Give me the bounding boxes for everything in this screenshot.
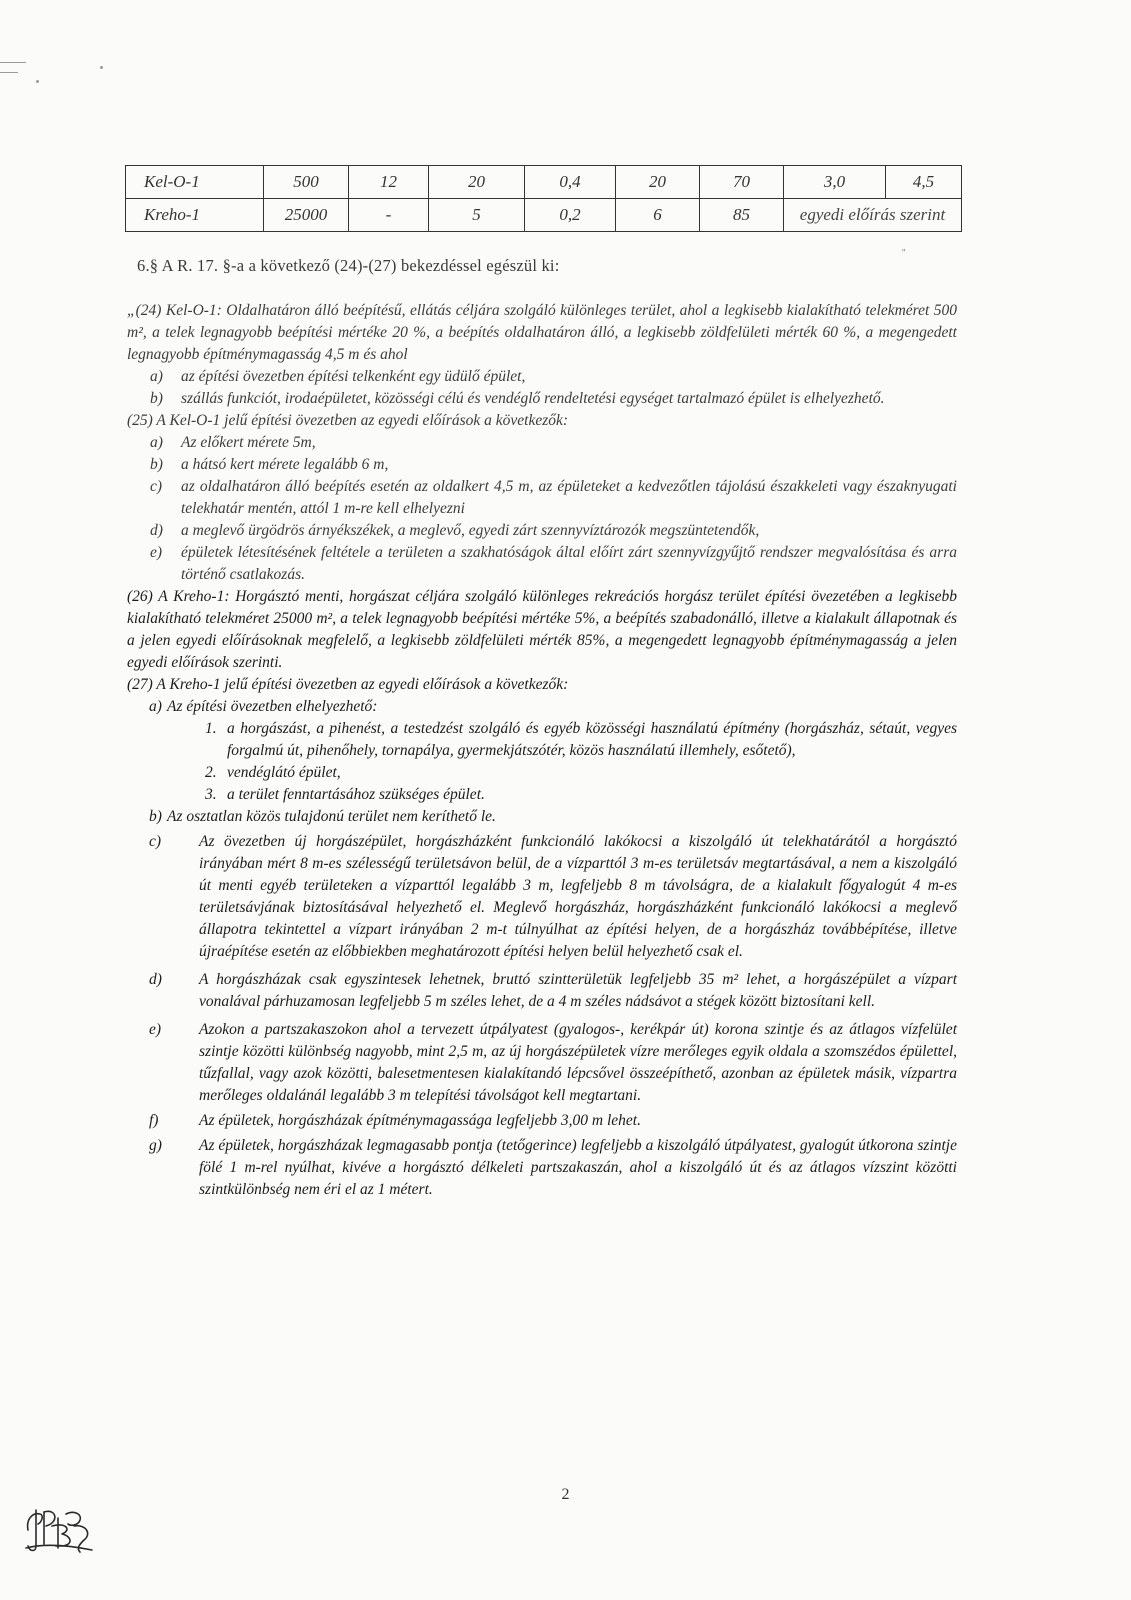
list-text: vendéglátó épület, — [227, 764, 341, 781]
list-item — [127, 831, 957, 963]
list-item — [127, 476, 957, 520]
page-number: 2 — [561, 1486, 570, 1503]
list-item — [127, 969, 957, 1013]
table-cell: 4,5 — [886, 166, 962, 199]
document-body — [127, 300, 957, 1201]
list-text: az oldalhatáron álló beépítés esetén az oldalkert 4,5 m, az épületeket a kedvezőtlen tájolású északkeleti vagy északnyugati telekhatár mentén, attól 1 m-re kell elhelyezni — [181, 478, 957, 517]
scan-artifact — [100, 66, 103, 69]
paragraph-27: (27) A Kreho-1 jelű építési övezetben az egyedi előírások a következők: — [127, 676, 569, 693]
table-cell: 25000 — [264, 199, 349, 232]
list-text: Az övezetben új horgászépület, horgászházként funkcionáló lakókocsi a kiszolgáló út telekhatárától a horgásztó irányában mért 8 m-es szélességű területsávon belül, de a vízparttól 3 m-es területsáv megtartásával, a nem a kiszolgáló út menti egyéb területeken a vízparttól legalább 3 m, legfeljebb 8 m távolságra, de a kialakult főgyalogút 4 m-es területsávjának biztosításával helyezhető el. Meglevő horgászház, horgászházként funkcionáló lakókocsi a meglevő állapotra tekintettel a vízpart irányában 2 m-t túlnyúlhat az építési helyen, de a horgászház továbbépítése, illetve újraépítése esetén az előbbiekben meghatározott építési helyen belül helyezhető csak el. — [199, 833, 957, 960]
list-label: 2. — [205, 764, 217, 781]
table-cell: egyedi előírás szerint — [784, 199, 962, 232]
table-cell: 0,2 — [525, 199, 616, 232]
list-item — [127, 696, 957, 718]
list-label: a) — [150, 368, 163, 385]
list-text: Az osztatlan közös tulajdonú terület nem keríthető le. — [167, 808, 496, 825]
table-cell: - — [349, 199, 429, 232]
list-label: a) — [150, 434, 163, 451]
list-label: e) — [149, 1021, 162, 1038]
list-item — [127, 520, 957, 542]
paragraph-24: „(24) Kel-O-1: Oldalhatáron álló beépítésű, ellátás céljára szolgáló különleges terület, ahol a legkisebb kialakítható telekméret 500 m², a telek legnagyobb beépítési mértéke 20 %, a beépítés oldalhatáron álló, a legkisebb zöldfelületi mérték 60 %, a megengedett legnagyobb építménymagasság 4,5 m és ahol — [127, 302, 957, 363]
scan-artifact — [0, 62, 26, 63]
list-item — [127, 784, 957, 806]
list-text: Az épületek, horgászházak építménymagassága legfeljebb 3,00 m lehet. — [199, 1112, 641, 1129]
list-label: a) — [149, 698, 162, 715]
list-label: b) — [150, 456, 163, 473]
list-label: b) — [149, 808, 162, 825]
list-label: c) — [149, 833, 162, 850]
list-text: szállás funkciót, irodaépületet, közösségi célú és vendéglő rendeltetési egységet tartalmazó épület is elhelyezhető. — [181, 390, 885, 407]
list-text: a hátsó kert mérete legalább 6 m, — [181, 456, 389, 473]
list-label: d) — [149, 971, 162, 988]
list-text: A horgászházak csak egyszintesek lehetnek, bruttó szintterületük legfeljebb 35 m² lehet, a horgászépület a vízpart vonalával párhuzamosan legfeljebb 5 m széles lehet, de a 4 m széles nádsávot a stégek között biztosítani kell. — [199, 971, 957, 1010]
table-row — [126, 199, 962, 232]
list-label: e) — [150, 544, 163, 561]
list-label: 1. — [205, 720, 217, 737]
table-cell: 5 — [429, 199, 525, 232]
section-heading: 6.§ A R. 17. §-a a következő (24)-(27) bekezdéssel egészül ki: — [137, 256, 560, 275]
table-row — [126, 166, 962, 199]
list-label: g) — [149, 1137, 162, 1154]
table-cell: 20 — [616, 166, 700, 199]
table-cell: 70 — [700, 166, 784, 199]
list-item — [127, 806, 957, 828]
list-label: b) — [150, 390, 163, 407]
list-item — [127, 366, 957, 388]
table-cell: Kel-O-1 — [126, 166, 264, 199]
list-text: épületek létesítésének feltétele a területen a szakhatóságok által előírt zárt szennyvízgyűjtő rendszer megvalósítása és arra történő csatlakozás. — [181, 544, 957, 583]
table-cell: Kreho-1 — [126, 199, 264, 232]
list-label: d) — [150, 522, 163, 539]
list-text: Azokon a partszakaszokon ahol a tervezett útpályatest (gyalogos-, kerékpár út) korona szintje és az átlagos vízfelület szintje közötti különbség nagyobb, mint 2,5 m, az új horgászépületek vízre merőleges egyik oldala a szomszédos épülettel, tűzfallal, vagy azok közötti, balesetmentesen kialakítandó lépcsővel összeépíthető, azonban az épületek másik, vízpartra merőleges oldalánál legalább 3 m telepítési távolságot kell megtartani. — [199, 1021, 957, 1104]
table-cell: 12 — [349, 166, 429, 199]
list-label: 3. — [205, 786, 217, 803]
list-item — [127, 1110, 957, 1132]
scan-artifact — [36, 80, 39, 83]
list-text: Az épületek, horgászházak legmagasabb pontja (tetőgerince) legfeljebb a kiszolgáló útpályatest, gyalogút útkorona szintje fölé 1 m-rel nyúlhat, kivéve a horgásztó délkeleti partszakaszán, ahol a kiszolgáló út és az átlagos vízszint közötti szintkülönbség nem éri el az 1 métert. — [199, 1137, 957, 1198]
list-item — [127, 1135, 957, 1201]
list-text: az építési övezetben építési telkenként egy üdülő épület, — [181, 368, 526, 385]
scan-tick-mark: '' — [902, 248, 906, 259]
list-item — [127, 718, 957, 762]
scan-artifact — [0, 72, 18, 73]
list-item — [127, 762, 957, 784]
paragraph-25: (25) A Kel-O-1 jelű építési övezetben az egyedi előírások a következők: — [127, 412, 569, 429]
list-item — [127, 432, 957, 454]
table-cell: 6 — [616, 199, 700, 232]
list-item — [127, 388, 957, 410]
table-cell: 500 — [264, 166, 349, 199]
list-item — [127, 454, 957, 476]
handwritten-initials-mark — [22, 1500, 98, 1556]
table-cell: 3,0 — [784, 166, 886, 199]
list-label: c) — [150, 478, 163, 495]
list-text: a meglevő ürgödrös árnyékszékek, a meglevő, egyedi zárt szennyvíztározók megszüntetendők, — [181, 522, 760, 539]
list-text: Az építési övezetben elhelyezhető: — [167, 698, 378, 715]
list-text: a terület fenntartásához szükséges épület. — [227, 786, 485, 803]
list-label: f) — [149, 1112, 159, 1129]
list-text: Az előkert mérete 5m, — [181, 434, 316, 451]
list-item — [127, 542, 957, 586]
table-cell: 20 — [429, 166, 525, 199]
list-item — [127, 1019, 957, 1107]
list-text: a horgászást, a pihenést, a testedzést szolgáló és egyéb közösségi használatú építmény (horgászház, sétaút, vegyes forgalmú út, pihenőhely, tornapálya, gyermekjátszótér, közös használatú illemhely, esőtető), — [227, 720, 957, 759]
paragraph-26: (26) A Kreho-1: Horgásztó menti, horgászat céljára szolgáló különleges rekreációs horgász terület építési övezetében a legkisebb kialakítható telekméret 25000 m², a telek legnagyobb beépítési mértéke 5%, a beépítés szabadonálló, illetve a kialakult állapotnak és a jelen egyedi előírásoknak megfelelő, a legkisebb zöldfelületi mérték 85%, a megengedett legnagyobb építménymagasság a jelen egyedi előírások szerinti. — [127, 588, 957, 671]
table-cell: 85 — [700, 199, 784, 232]
zone-parameters-table — [125, 165, 962, 232]
table-cell: 0,4 — [525, 166, 616, 199]
